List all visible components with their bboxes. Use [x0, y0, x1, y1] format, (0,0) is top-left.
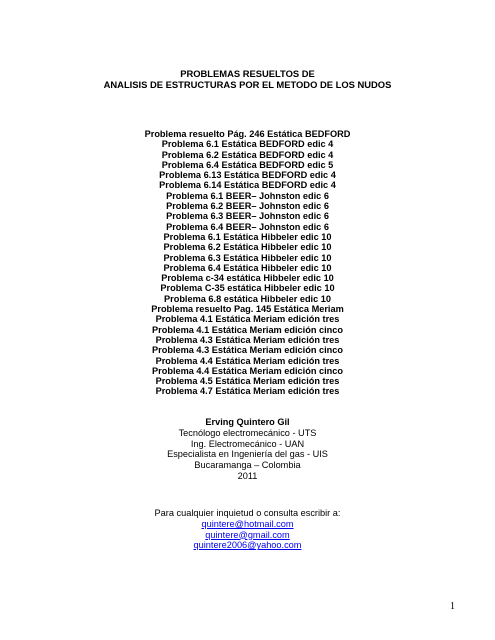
problem-item: Problema 4.4 Estática Meriam edición cinco — [152, 365, 343, 376]
problem-list — [0, 129, 495, 397]
problem-item: Problema 6.14 Estática BEDFORD edic 4 — [159, 180, 336, 191]
problem-item: Problema 4.4 Estática Meriam edición tres — [155, 355, 340, 366]
problem-item: Problema 6.2 Estática BEDFORD edic 4 — [161, 149, 334, 160]
problem-item: Problema 6.4 Estática BEDFORD edic 5 — [161, 159, 334, 170]
email-link-gmail[interactable]: quintere@gmail.com — [205, 529, 290, 540]
problem-item: Problema 6.2 Estática Hibbeler edic 10 — [163, 242, 332, 253]
problem-item: Problema 4.1 Estática Meriam edición tres — [155, 314, 340, 325]
problem-item: Problema 4.7 Estática Meriam edición tres — [155, 386, 340, 397]
problem-item: Problema 6.13 Estática BEDFORD edic 4 — [159, 170, 336, 181]
problem-item: Problema 6.2 BEER– Johnston edic 6 — [166, 201, 329, 212]
problem-item: Problema 6.1 Estática Hibbeler edic 10 — [163, 231, 332, 242]
author-location: Bucaramanga – Colombia — [194, 460, 301, 471]
contact-block — [0, 508, 495, 551]
problem-item: Problema 6.4 BEER– Johnston edic 6 — [166, 221, 329, 232]
problem-item: Problema c-34 estática Hibbeler edic 10 — [161, 273, 334, 284]
problem-item: Problema resuelto Pag. 145 Estática Meriam — [151, 304, 344, 315]
author-credential-1: Tecnólogo electromecánico - UTS — [178, 427, 317, 438]
title-line-1: PROBLEMAS RESUELTOS DE — [180, 68, 315, 79]
email-link-hotmail[interactable]: quintere@hotmail.com — [201, 518, 294, 529]
problem-item: Problema 6.1 Estática BEDFORD edic 4 — [161, 139, 334, 150]
problem-item: Problema 6.8 estática Hibbeler edic 10 — [164, 293, 331, 304]
problem-item: Problema 4.3 Estática Meriam edición tres — [155, 334, 340, 345]
author-name: Erving Quintero Gil — [205, 417, 290, 427]
problem-item: Problema 6.3 BEER– Johnston edic 6 — [166, 211, 329, 222]
author-credential-3: Especialista en Ingeniería del gas - UIS — [167, 449, 328, 460]
problem-item: Problema 6.4 Estática Hibbeler edic 10 — [163, 262, 332, 273]
contact-intro: Para cualquier inquietud o consulta escribir a: — [154, 508, 341, 518]
problem-item: Problema 4.3 Estática Meriam edición cinco — [152, 345, 343, 356]
author-year: 2011 — [237, 470, 258, 481]
problem-item: Problema 6.3 Estática Hibbeler edic 10 — [163, 252, 332, 263]
email-link-yahoo[interactable]: quintere2006@yahoo.com — [193, 540, 302, 551]
author-credential-2: Ing. Electromecánico - UAN — [190, 438, 305, 449]
problem-item: Problema 6.1 BEER– Johnston edic 6 — [166, 190, 329, 201]
page-number: 1 — [450, 601, 455, 612]
problem-item: Problema 4.5 Estática Meriam edición tres — [155, 376, 340, 387]
problem-item: Problema C-35 estática Hibbeler edic 10 — [160, 283, 335, 294]
document-title — [0, 68, 495, 90]
author-block — [0, 417, 495, 482]
problem-item: Problema resuelto Pág. 246 Estática BEDFORD — [144, 129, 351, 139]
title-line-2: ANALISIS DE ESTRUCTURAS POR EL METODO DE LOS NUDOS — [103, 79, 392, 90]
problem-item: Problema 4.1 Estática Meriam edición cinco — [152, 324, 343, 335]
